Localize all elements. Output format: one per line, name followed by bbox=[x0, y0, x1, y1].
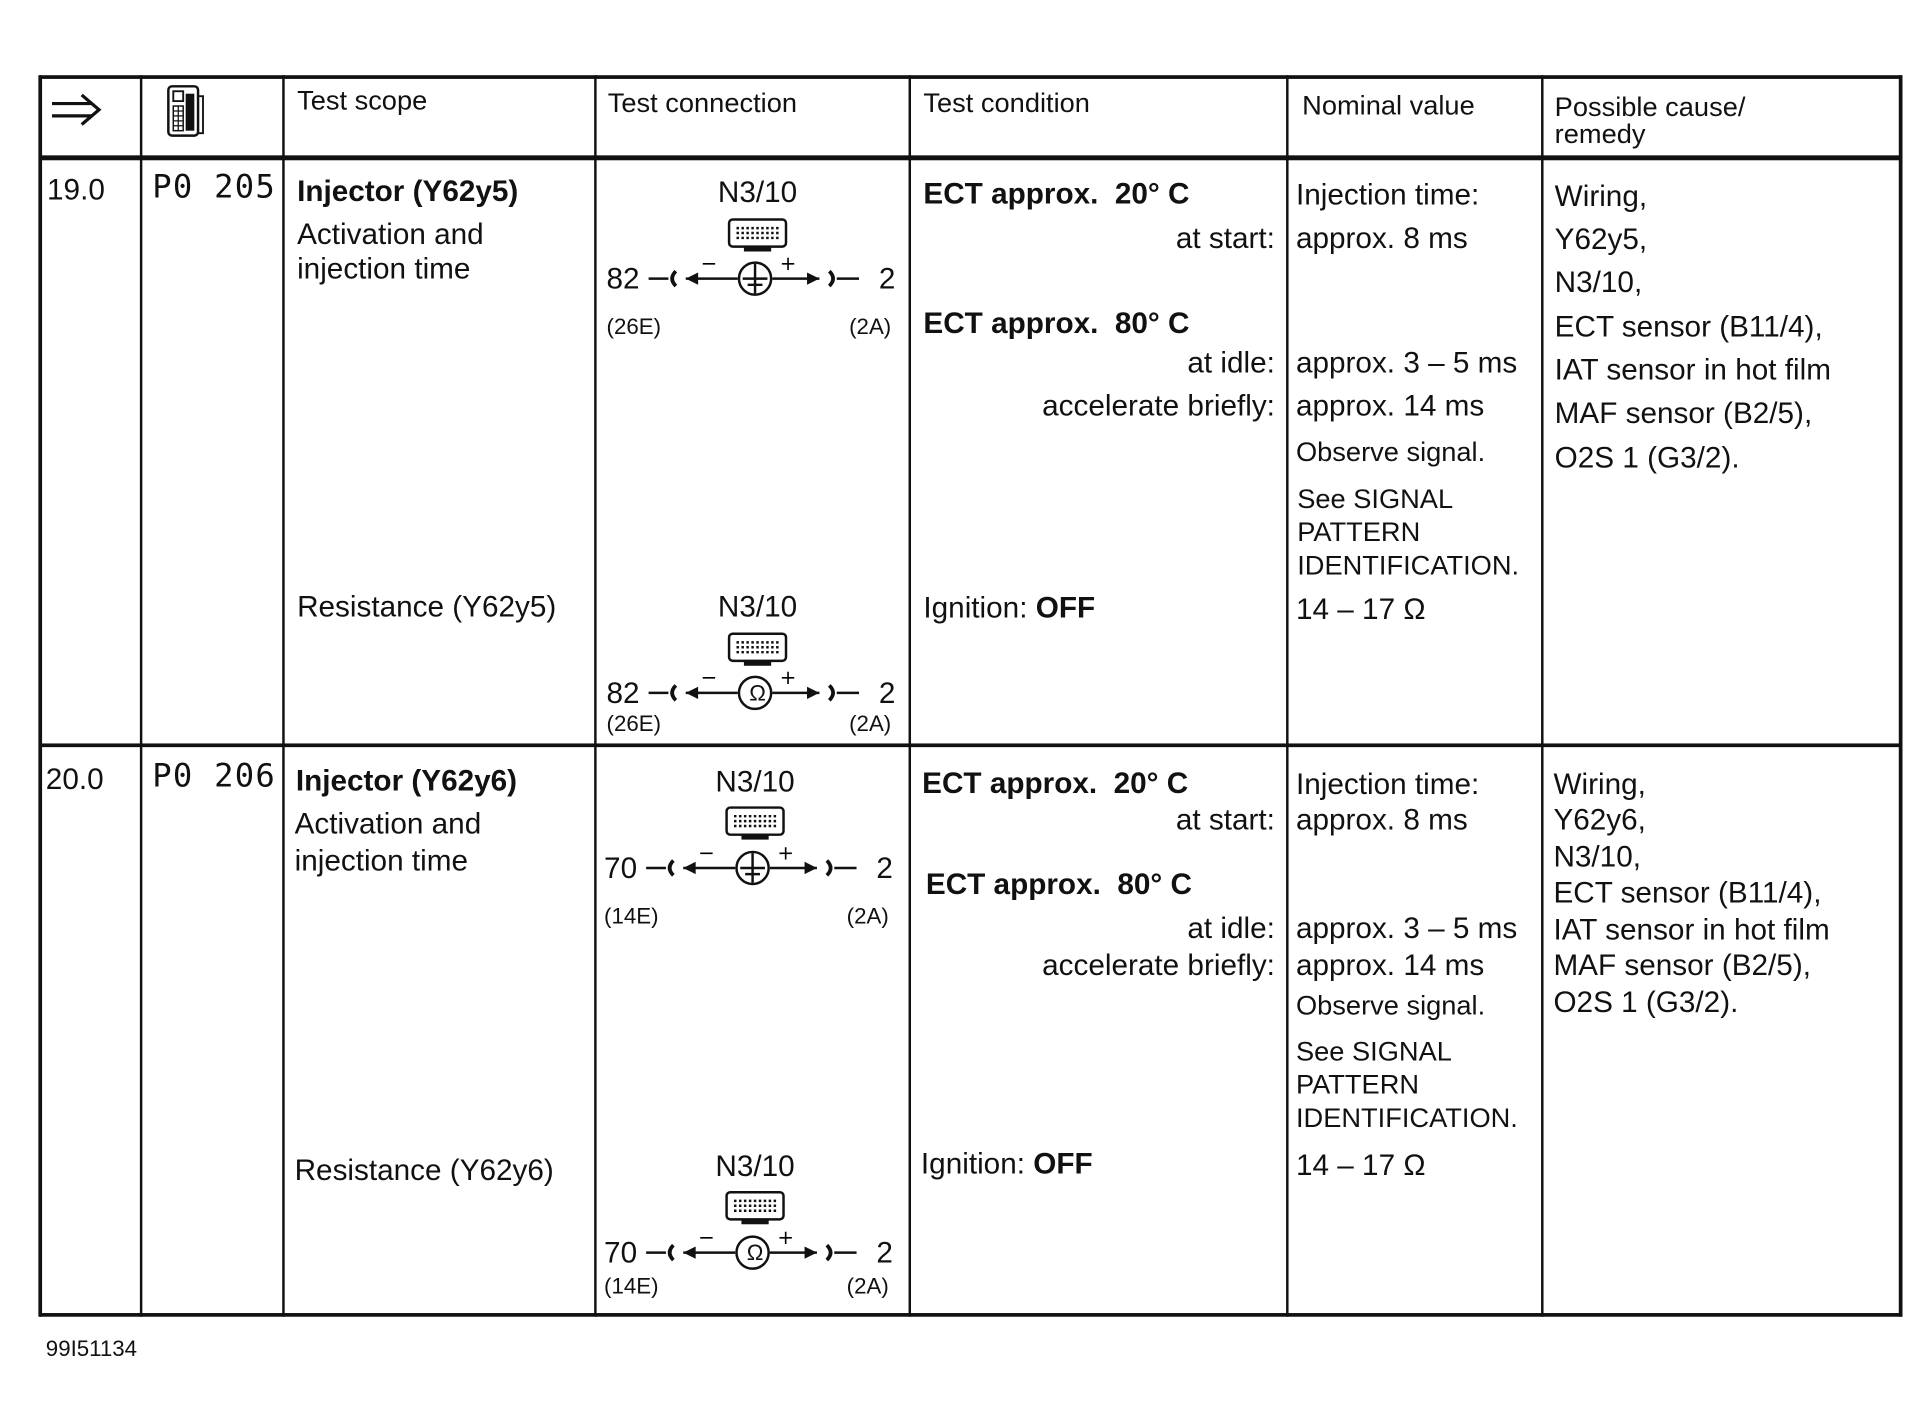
cause-item: IAT sensor in hot film bbox=[1554, 353, 1831, 388]
header-test-scope: Test scope bbox=[297, 85, 428, 116]
col-line-6 bbox=[1541, 75, 1543, 1317]
ohm-symbol: Ω bbox=[749, 680, 766, 706]
condition-at-idle: at idle: bbox=[1187, 912, 1275, 946]
nominal-resistance: 14 – 17 Ω bbox=[1295, 593, 1426, 627]
connection-diagram-voltmeter bbox=[604, 175, 901, 340]
cause-item: IAT sensor in hot film bbox=[1553, 913, 1830, 947]
cause-item: ECT sensor (B11/4), bbox=[1554, 310, 1823, 344]
svg-text:+: + bbox=[779, 252, 797, 275]
nominal-observe: Observe signal. bbox=[1295, 990, 1486, 1021]
nominal-see: IDENTIFICATION. bbox=[1295, 1102, 1518, 1134]
figure-id: 99I51134 bbox=[45, 1336, 138, 1362]
module-label: N3/10 bbox=[715, 1150, 795, 1184]
condition-accelerate: accelerate briefly: bbox=[1042, 389, 1275, 423]
left-pin-sub: (26E) bbox=[606, 314, 662, 340]
nominal-see: PATTERN bbox=[1295, 1068, 1420, 1100]
svg-text:−: − bbox=[698, 1226, 715, 1249]
svg-text:−: − bbox=[700, 252, 718, 275]
svg-text:−: − bbox=[700, 666, 718, 690]
svg-text:+: + bbox=[777, 1226, 794, 1249]
nominal-see: See SIGNAL bbox=[1295, 1035, 1452, 1067]
nominal-see: IDENTIFICATION. bbox=[1297, 549, 1520, 581]
right-pin-sub: (2A) bbox=[846, 1273, 889, 1299]
nominal-accelerate: approx. 14 ms bbox=[1295, 949, 1485, 983]
scope-title: Injector (Y62y5) bbox=[297, 175, 519, 209]
scope-line: injection time bbox=[294, 844, 468, 878]
condition-ect-20: ECT approx. 20° C bbox=[923, 177, 1190, 211]
connection-diagram-ohmmeter bbox=[602, 1149, 899, 1299]
ignition-value: OFF bbox=[1035, 591, 1096, 626]
left-pin-sub: (14E) bbox=[604, 1273, 659, 1299]
nominal-see: PATTERN bbox=[1297, 516, 1421, 548]
resistance-label: Resistance (Y62y5) bbox=[297, 590, 557, 624]
ohm-symbol: Ω bbox=[746, 1240, 764, 1265]
nominal-injection-time: Injection time: bbox=[1295, 178, 1480, 213]
left-pin: 82 bbox=[606, 262, 640, 296]
double-arrow-right-icon bbox=[50, 91, 104, 128]
condition-ignition bbox=[921, 1147, 1093, 1184]
header-possible-cause-2: remedy bbox=[1554, 118, 1646, 150]
cause-item: Wiring, bbox=[1554, 180, 1648, 214]
left-pin-sub: (26E) bbox=[606, 711, 662, 737]
table-border-top bbox=[40, 75, 1903, 79]
row-separator bbox=[40, 743, 1903, 747]
left-pin: 70 bbox=[604, 851, 638, 886]
nominal-observe: Observe signal. bbox=[1295, 436, 1486, 468]
col-line-0 bbox=[38, 75, 42, 1317]
nominal-start: approx. 8 ms bbox=[1295, 803, 1468, 838]
condition-ect-80: ECT approx. 80° C bbox=[923, 306, 1190, 341]
table-border-bottom bbox=[40, 1313, 1903, 1317]
right-pin: 2 bbox=[878, 262, 896, 296]
connector-icon bbox=[724, 1190, 786, 1227]
cause-item: N3/10, bbox=[1553, 840, 1641, 875]
nominal-see: See SIGNAL bbox=[1297, 483, 1454, 515]
header-test-condition: Test condition bbox=[923, 87, 1090, 119]
step-number: 19.0 bbox=[47, 173, 105, 208]
nominal-idle: approx. 3 – 5 ms bbox=[1295, 912, 1518, 946]
left-pin-sub: (14E) bbox=[604, 903, 659, 929]
fault-code: P0 205 bbox=[152, 168, 276, 206]
condition-at-start: at start: bbox=[1175, 221, 1275, 256]
col-line-3 bbox=[594, 75, 596, 1317]
condition-at-start: at start: bbox=[1175, 803, 1275, 838]
condition-ignition bbox=[923, 591, 1095, 628]
nominal-start: approx. 8 ms bbox=[1295, 221, 1468, 256]
svg-text:+: + bbox=[777, 841, 794, 865]
svg-text:−: − bbox=[698, 841, 715, 865]
ignition-label: Ignition: bbox=[920, 1147, 1025, 1182]
connection-diagram-voltmeter bbox=[602, 764, 899, 929]
ignition-value: OFF bbox=[1033, 1147, 1093, 1182]
cause-item: ECT sensor (B11/4), bbox=[1553, 876, 1822, 910]
ignition-label: Ignition: bbox=[923, 591, 1028, 626]
step-number: 20.0 bbox=[45, 763, 104, 797]
module-label: N3/10 bbox=[715, 765, 795, 799]
cause-item: N3/10, bbox=[1554, 266, 1643, 300]
scope-line: injection time bbox=[297, 252, 471, 287]
col-line-1 bbox=[140, 75, 142, 1317]
voltmeter-icon bbox=[644, 252, 867, 301]
left-pin: 70 bbox=[604, 1236, 638, 1270]
header-test-connection: Test connection bbox=[607, 87, 797, 119]
connector-icon bbox=[724, 805, 786, 842]
fault-code: P0 206 bbox=[152, 758, 276, 796]
hand-held-tester-icon bbox=[165, 84, 207, 141]
header-separator bbox=[40, 155, 1903, 160]
right-pin-sub: (2A) bbox=[846, 903, 889, 929]
svg-text:+: + bbox=[779, 666, 797, 690]
condition-ect-80: ECT approx. 80° C bbox=[925, 867, 1192, 902]
condition-ect-20: ECT approx. 20° C bbox=[922, 766, 1189, 801]
module-label: N3/10 bbox=[717, 176, 798, 210]
cause-item: Wiring, bbox=[1553, 768, 1646, 802]
cause-item: O2S 1 (G3/2). bbox=[1553, 986, 1739, 1020]
module-label: N3/10 bbox=[717, 590, 798, 624]
right-pin: 2 bbox=[876, 851, 893, 886]
connection-diagram-ohmmeter bbox=[604, 589, 901, 737]
right-pin-sub: (2A) bbox=[849, 711, 892, 737]
header-possible-cause-1: Possible cause/ bbox=[1554, 91, 1746, 123]
right-pin-sub: (2A) bbox=[849, 314, 892, 340]
resistance-label: Resistance (Y62y6) bbox=[294, 1153, 554, 1188]
connector-icon bbox=[727, 631, 789, 668]
condition-accelerate: accelerate briefly: bbox=[1042, 949, 1275, 983]
cause-item: MAF sensor (B2/5), bbox=[1553, 949, 1811, 983]
connector-icon bbox=[727, 217, 789, 254]
nominal-idle: approx. 3 – 5 ms bbox=[1295, 346, 1518, 380]
cause-item: Y62y6, bbox=[1553, 803, 1646, 838]
nominal-resistance: 14 – 17 Ω bbox=[1295, 1149, 1426, 1183]
col-line-2 bbox=[282, 75, 284, 1317]
cause-item: MAF sensor (B2/5), bbox=[1554, 396, 1813, 431]
scope-line: Activation and bbox=[294, 807, 482, 841]
nominal-injection-time: Injection time: bbox=[1295, 768, 1480, 802]
cause-item: O2S 1 (G3/2). bbox=[1554, 441, 1740, 475]
scope-line: Activation and bbox=[297, 218, 484, 252]
nominal-accelerate: approx. 14 ms bbox=[1295, 389, 1485, 423]
right-pin: 2 bbox=[876, 1236, 893, 1270]
cause-item: Y62y5, bbox=[1554, 223, 1648, 257]
header-nominal-value: Nominal value bbox=[1302, 90, 1475, 121]
scope-title: Injector (Y62y6) bbox=[295, 764, 518, 798]
col-line-5 bbox=[1286, 75, 1288, 1317]
voltmeter-icon bbox=[641, 841, 864, 890]
left-pin: 82 bbox=[606, 676, 640, 711]
col-line-4 bbox=[909, 75, 911, 1317]
col-line-7 bbox=[1899, 75, 1903, 1317]
right-pin: 2 bbox=[878, 676, 896, 711]
condition-at-idle: at idle: bbox=[1187, 346, 1275, 380]
